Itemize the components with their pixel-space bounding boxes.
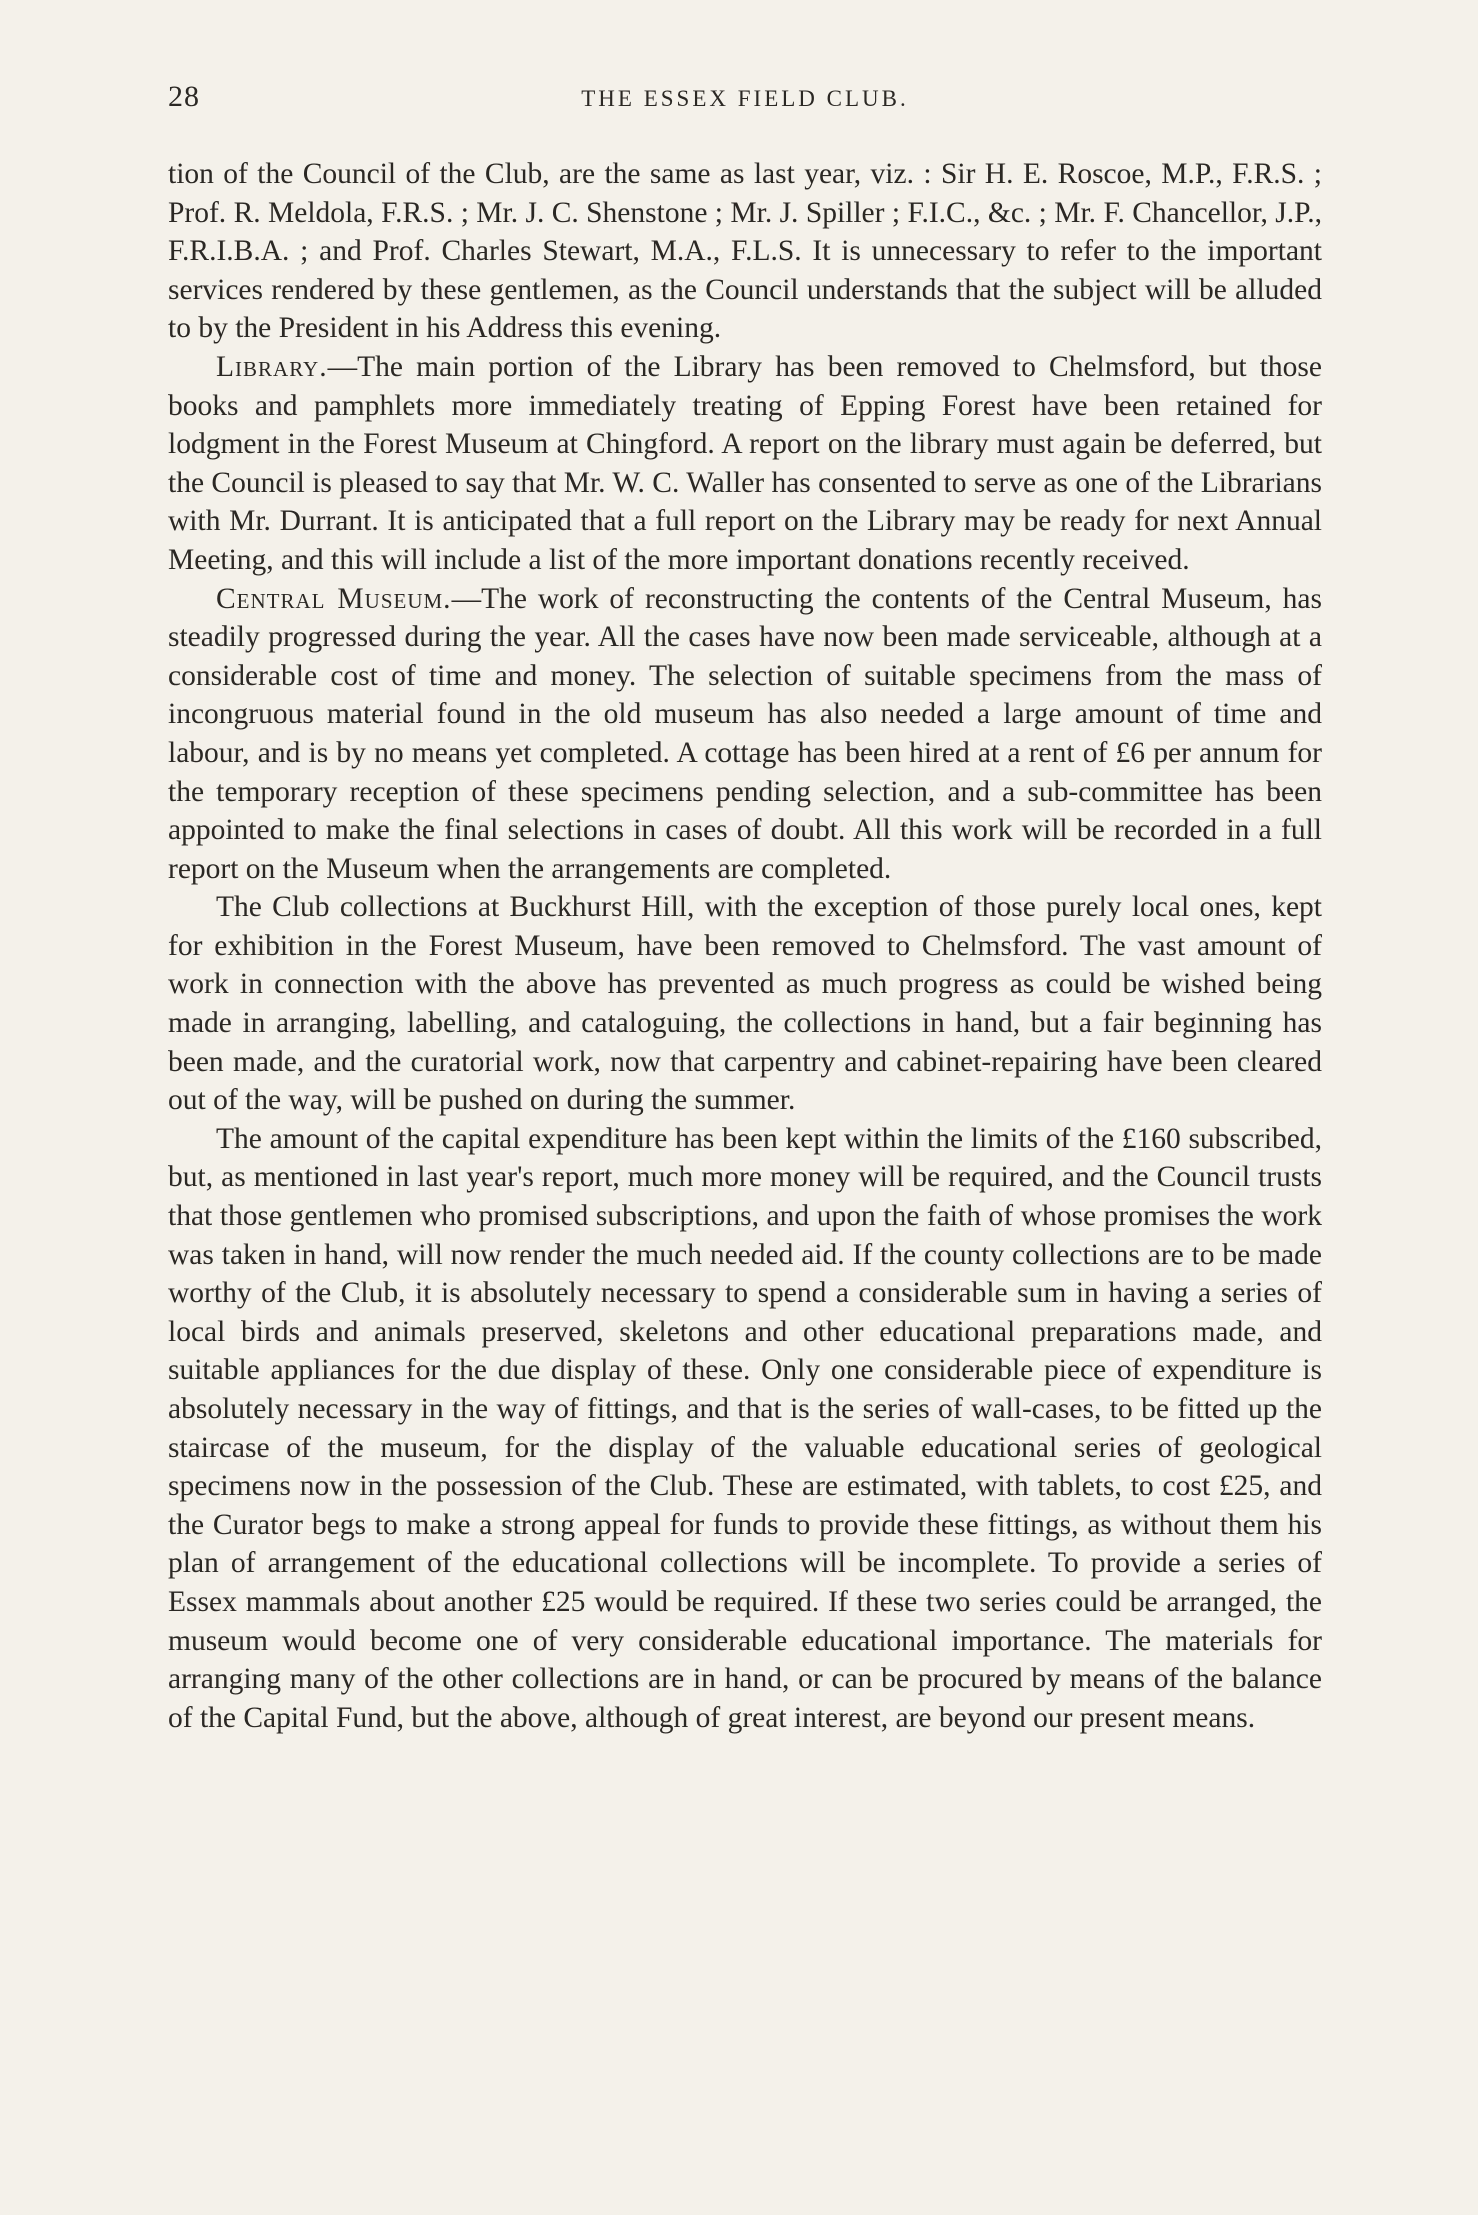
paragraph-capital-expenditure: [168, 1120, 1322, 1738]
paragraph-library: [168, 348, 1322, 580]
paragraph-text: The Club collections at Buckhurst Hill, with the exception of those purely local ones, kept for exhibition in the Forest Museum, have been removed to Chelmsford. The vast amount of work in connection with the above has prevented as much progress as could be wished being made in arranging, labelling, and cataloguing, the collections in hand, but a fair beginning has been made, and the curatorial work, now that carpentry and cabinet-repairing have been cleared out of the way, will be pushed on during the summer.: [168, 891, 1322, 1117]
section-heading-central-museum: Central Museum.: [216, 582, 452, 615]
section-heading-library: Library.: [216, 350, 328, 383]
page-header: [168, 80, 1322, 120]
paragraph-council: [168, 155, 1322, 348]
paragraph-text: —The work of reconstructing the contents of the Central Museum, has steadily progressed during the year. All the cases have now been made serviceable, although at a considerable cost of time and money. The selection of suitable specimens from the mass of incongruous material found in the old museum has also needed a large amount of time and labour, and is by no means yet completed. A cottage has been hired at a rent of £6 per annum for the temporary reception of these specimens pending selection, and a sub-committee has been appointed to make the final selections in cases of doubt. All this work will be recorded in a full report on the Museum when the arrangements are completed.: [168, 582, 1322, 885]
paragraph-text: The amount of the capital expenditure has been kept within the limits of the £160 subscribed, but, as mentioned in last year's report, much more money will be required, and the Council trusts that those gentlemen who promised subscriptions, and upon the faith of whose promises the work was taken in hand, will now render the much needed aid. If the county collections are to be made worthy of the Club, it is absolutely necessary to spend a considerable sum in having a series of local birds and animals preserved, skeletons and other educational preparations made, and suitable appliances for the due display of these. Only one considerable piece of expenditure is absolutely necessary in the way of fittings, and that is the series of wall-cases, to be fitted up the staircase of the museum, for the display of the valuable educational series of geological specimens now in the possession of the Club. These are estimated, with tablets, to cost £25, and the Curator begs to make a strong appeal for funds to provide these fittings, as without them his plan of arrangement of the educational collections will be incomplete. To provide a series of Essex mammals about another £25 would be required. If these two series could be arranged, the museum would become one of very considerable educational importance. The materials for arranging many of the other collections are in hand, or can be procured by means of the balance of the Capital Fund, but the above, although of great interest, are beyond our present means.: [168, 1122, 1322, 1734]
paragraph-central-museum: [168, 580, 1322, 889]
paragraph-text: —The main portion of the Library has been removed to Chelmsford, but those books and pamphlets more immediately treating of Epping Forest have been retained for lodgment in the Forest Museum at Chingford. A report on the library must again be deferred, but the Council is pleased to say that Mr. W. C. Waller has consented to serve as one of the Librarians with Mr. Durrant. It is anticipated that a full report on the Library may be ready for next Annual Meeting, and this will include a list of the more important donations recently received.: [168, 350, 1322, 576]
paragraph-text: tion of the Council of the Club, are the same as last year, viz. : Sir H. E. Roscoe, M.P., F.R.S. ; Prof. R. Meldola, F.R.S. ; Mr. J. C. Shenstone ; Mr. J. Spiller ; F.I.C., &c. ; Mr. F. Chancellor, J.P., F.R.I.B.A. ; and Prof. Charles Stewart, M.A., F.L.S. It is unnecessary to refer to the important services rendered by these gentlemen, as the Council understands that the subject will be alluded to by the President in his Address this evening.: [168, 158, 1322, 345]
page-number: 28: [168, 80, 200, 113]
body-text: [168, 155, 1322, 1737]
paragraph-club-collections: [168, 888, 1322, 1120]
running-head: THE ESSEX FIELD CLUB.: [581, 86, 909, 111]
